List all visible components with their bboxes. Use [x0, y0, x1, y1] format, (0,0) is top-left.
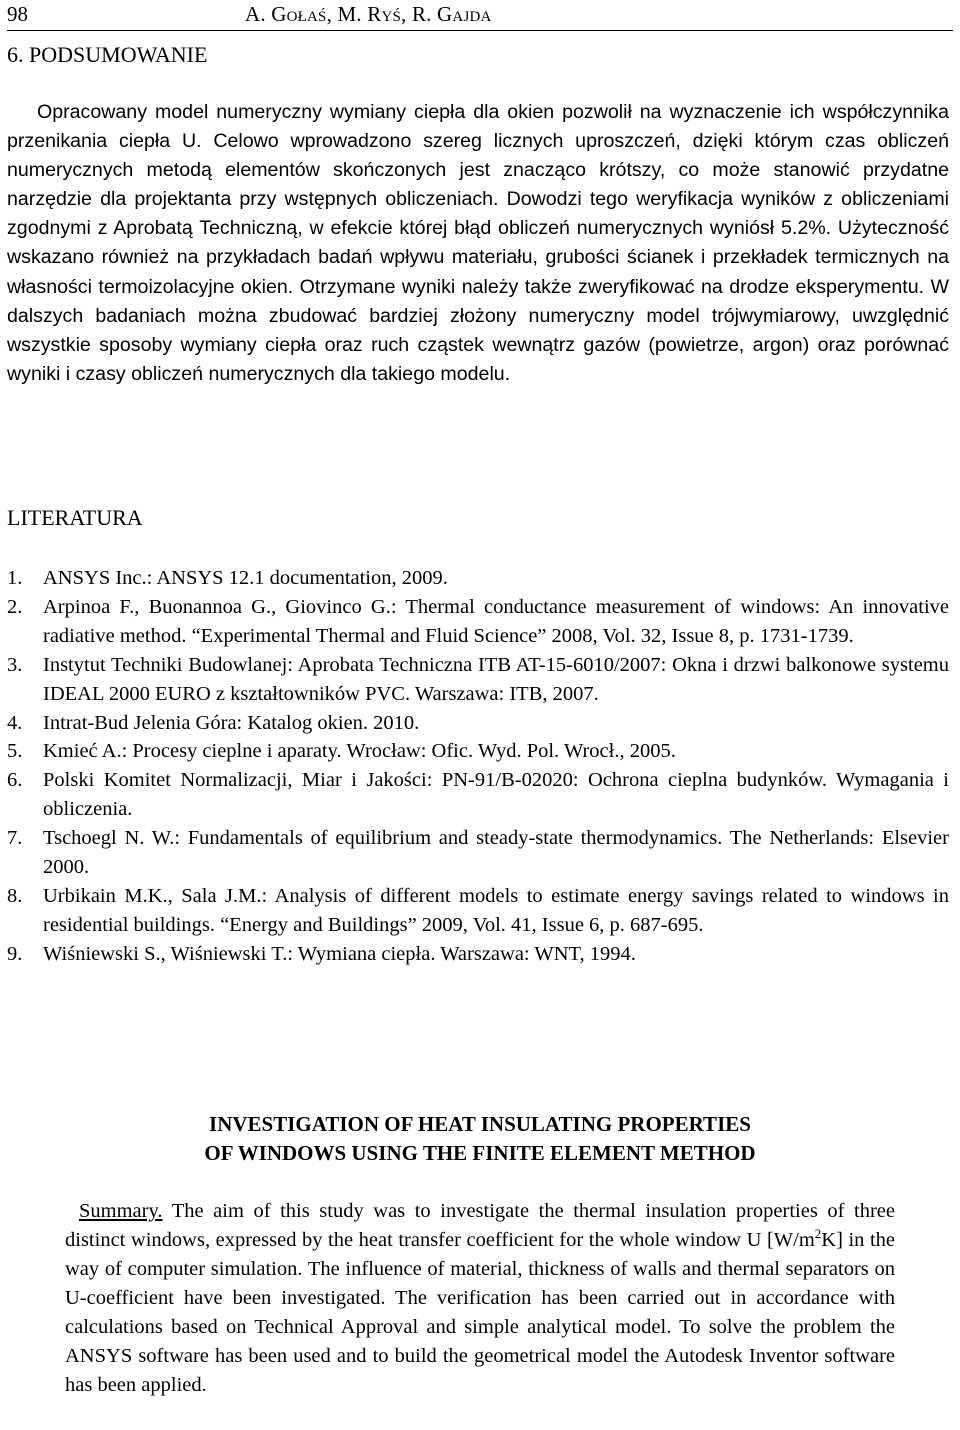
reference-item [7, 593, 949, 651]
reference-number: 5. [7, 740, 23, 763]
reference-text: Kmieć A.: Procesy cieplne i aparaty. Wrocław: Ofic. Wyd. Pol. Wrocł., 2005. [43, 740, 676, 763]
reference-item [7, 709, 949, 738]
running-authors: A. Gołaś, M. Ryś, R. Gajda [245, 2, 492, 26]
reference-text: Polski Komitet Normalizacji, Miar i Jakości: PN-91/B-02020: Ochrona cieplna budynków. Wymagania i obliczenia. [43, 769, 949, 821]
reference-number: 9. [7, 942, 23, 965]
summary-paragraph-pl: Opracowany model numeryczny wymiany ciepła dla okien pozwolił na wyznaczenie ich współczynnika przenikania ciepła U. Celowo wprowadzono szereg licznych uproszczeń, dzięki którym czas obliczeń numerycznych metodą elementów skończonych jest znacząco krótszy, co może stanowić przydatne narzędzie dla projektanta przy wstępnych obliczeniach. Dowodzi tego weryfikacja wyników z obliczeniami zgodnymi z Aprobatą Techniczną, w efekcie której błąd obliczeń numerycznych wyniósł 5.2%. Użyteczność wskazano również na przykładach badań wpływu materiału, grubości ścianek i przekładek termicznych na własności termoizolacyjne okien. Otrzymane wyniki należy także zweryfikować na drodze eksperymentu. W dalszych badaniach można zbudować bardziej złożony numeryczny model trójwymiarowy, uwzględnić wszystkie sposoby wymiany ciepła oraz ruch cząstek wewnątrz gazów (powietrze, argon) oraz porównać wyniki i czasy obliczeń numerycznych dla takiego modelu. [7, 101, 949, 385]
reference-text: Urbikain M.K., Sala J.M.: Analysis of different models to estimate energy savings related to windows in residential buildings. “Energy and Buildings” 2009, Vol. 41, Issue 6, p. 687-695. [43, 884, 949, 936]
reference-text: Tschoegl N. W.: Fundamentals of equilibrium and steady-state thermodynamics. The Netherlands: Elsevier 2000. [43, 827, 949, 879]
english-title [0, 1110, 960, 1168]
english-summary [65, 1197, 895, 1400]
summary-label: Summary. [79, 1200, 163, 1222]
reference-number: 3. [7, 653, 23, 676]
reference-item [7, 766, 949, 824]
reference-item [7, 824, 949, 882]
reference-number: 7. [7, 827, 23, 850]
section-heading: 6. PODSUMOWANIE [7, 42, 208, 67]
english-title-line-2: OF WINDOWS USING THE FINITE ELEMENT METHOD [204, 1141, 756, 1165]
summary-text-part-2: K] in the way of computer simulation. The influence of material, thickness of walls and thermal separators on U-coefficient have been investigated. The verification has been carried out in accordance with calculations based on Technical Approval and simple analytical model. To solve the problem the ANSYS software has been used and to build the geometrical model the Autodesk Inventor software has been applied. [65, 1229, 896, 1396]
reference-number: 4. [7, 711, 23, 734]
reference-number: 8. [7, 884, 23, 907]
reference-text: ANSYS Inc.: ANSYS 12.1 documentation, 2009. [43, 567, 448, 589]
reference-item [7, 564, 949, 593]
reference-number: 1. [7, 567, 23, 589]
english-title-line-1: INVESTIGATION OF HEAT INSULATING PROPERTIES [209, 1112, 751, 1136]
literature-heading: LITERATURA [7, 505, 143, 530]
reference-item [7, 737, 949, 766]
reference-item [7, 940, 949, 969]
running-header [7, 0, 953, 31]
reference-text: Instytut Techniki Budowlanej: Aprobata Techniczna ITB AT-15-6010/2007: Okna i drzwi balkonowe systemu IDEAL 2000 EURO z kształtowników PVC. Warszawa: ITB, 2007. [43, 653, 949, 705]
reference-item [7, 651, 949, 709]
reference-text: Arpinoa F., Buonannoa G., Giovinco G.: Thermal conductance measurement of windows: An innovative radiative method. “Experimental Thermal and Fluid Science” 2008, Vol. 32, Issue 8, p. 1731-1739. [43, 595, 949, 647]
reference-number: 2. [7, 595, 23, 618]
page-number: 98 [7, 2, 28, 26]
reference-list [7, 564, 949, 969]
summary-superscript: 2 [814, 1226, 822, 1242]
reference-text: Wiśniewski S., Wiśniewski T.: Wymiana ciepła. Warszawa: WNT, 1994. [43, 942, 636, 965]
reference-number: 6. [7, 769, 23, 792]
summary-text-part-1: The aim of this study was to investigate the thermal insulation properties of three distinct windows, expressed by the heat transfer coefficient for the whole window U [W/m [65, 1200, 895, 1251]
reference-item [7, 882, 949, 940]
reference-text: Intrat-Bud Jelenia Góra: Katalog okien. 2010. [43, 711, 420, 734]
